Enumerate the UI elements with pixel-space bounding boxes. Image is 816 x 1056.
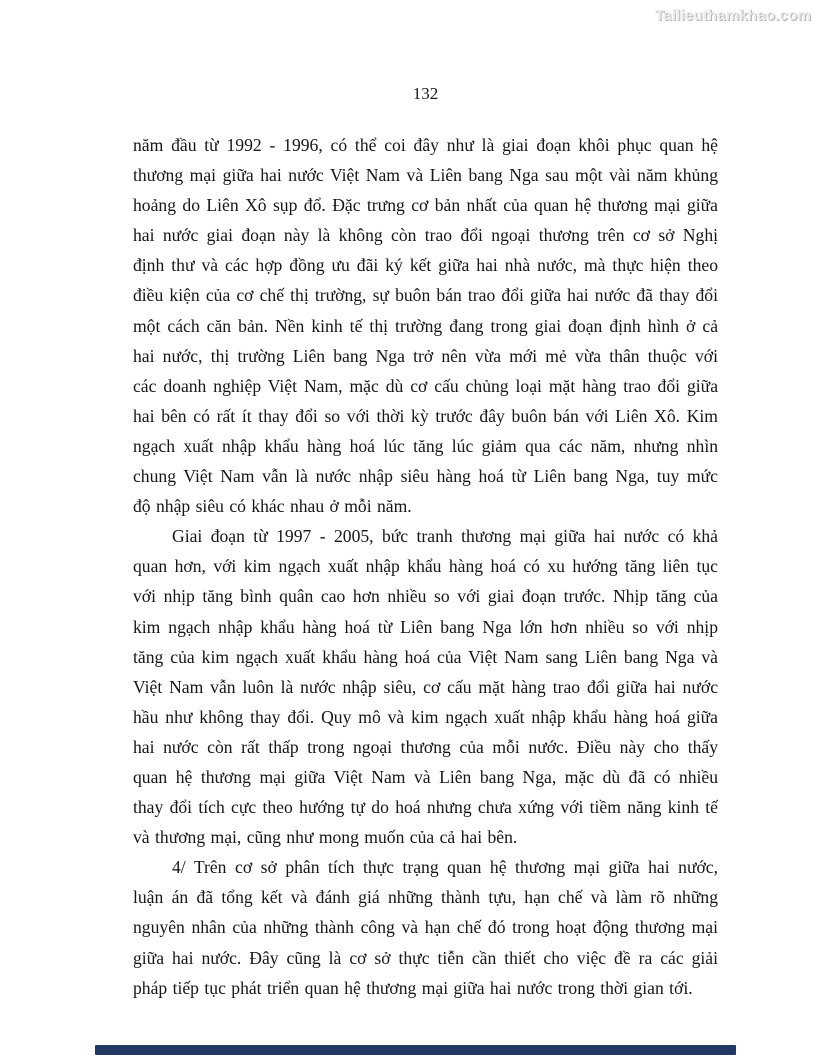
body-text: [133, 130, 718, 1003]
text-line: hai nước, thị trường Liên bang Nga trở nên vừa mới mẻ vừa thân thuộc với: [133, 345, 718, 366]
text-line: hai nước còn rất thấp trong ngoại thương của mỗi nước. Điều này cho thấy: [133, 736, 718, 757]
text-line: tăng của kim ngạch xuất khẩu hàng hoá của Việt Nam sang Liên bang Nga và: [133, 646, 718, 667]
text-line: hai nước giai đoạn này là không còn trao đổi ngoại thương trên cơ sở Nghị: [133, 225, 718, 246]
text-line: 4/ Trên cơ sở phân tích thực trạng quan hệ thương mại giữa hai nước,: [172, 857, 718, 878]
text-line: quan hệ thương mại giữa Việt Nam và Liên bang Nga, mặc dù đã có nhiều: [133, 766, 718, 787]
text-line: định thư và các hợp đồng ưu đãi ký kết giữa hai nhà nước, mà thực hiện theo: [133, 255, 718, 276]
text-line: Việt Nam vẫn luôn là nước nhập siêu, cơ cấu mặt hàng trao đổi giữa hai nước: [133, 676, 718, 697]
text-line: pháp tiếp tục phát triển quan hệ thương mại giữa hai nước trong thời gian tới.: [133, 977, 693, 998]
text-line: nguyên nhân của những thành công và hạn chế đó trong hoạt động thương mại: [133, 917, 718, 938]
text-line: với nhịp tăng bình quân cao hơn nhiều so với giai đoạn trước. Nhịp tăng của: [133, 586, 718, 607]
text-line: các doanh nghiệp Việt Nam, mặc dù cơ cấu chủng loại mặt hàng trao đổi giữa: [133, 375, 718, 396]
watermark: Tailieuthamkhao.com: [654, 7, 811, 24]
text-line: hầu như không thay đổi. Quy mô và kim ngạch xuất nhập khẩu hàng hoá giữa: [133, 706, 718, 727]
text-line: thương mại giữa hai nước Việt Nam và Liên bang Nga sau một vài năm khủng: [133, 165, 718, 186]
text-line: kim ngạch nhập khẩu hàng hoá từ Liên bang Nga lớn hơn nhiều so với nhịp: [133, 616, 718, 637]
text-line: quan hơn, với kim ngạch xuất nhập khẩu hàng hoá có xu hướng tăng liên tục: [133, 556, 718, 577]
text-line: độ nhập siêu có khác nhau ở mỗi năm.: [133, 496, 412, 517]
text-line: năm đầu từ 1992 - 1996, có thể coi đây như là giai đoạn khôi phục quan hệ: [133, 135, 718, 155]
page-number: 132: [412, 84, 439, 103]
text-line: điều kiện của cơ chế thị trường, sự buôn bán trao đổi giữa hai nước đã thay đổi: [133, 285, 718, 306]
text-line: thay đổi tích cực theo hướng tự do hoá nhưng chưa xứng với tiềm năng kinh tế: [133, 797, 718, 818]
text-line: giữa hai nước. Đây cũng là cơ sở thực tiễn cần thiết cho việc đề ra các giải: [133, 947, 718, 968]
text-line: hoảng do Liên Xô sụp đổ. Đặc trưng cơ bản nhất của quan hệ thương mại giữa: [133, 195, 718, 216]
text-line: ngạch xuất nhập khẩu hàng hoá lúc tăng lúc giảm qua các năm, nhưng nhìn: [133, 435, 718, 456]
text-line: Giai đoạn từ 1997 - 2005, bức tranh thương mại giữa hai nước có khả: [172, 526, 718, 547]
text-line: và thương mại, cũng như mong muốn của cả hai bên.: [133, 827, 518, 848]
text-line: một cách căn bản. Nền kinh tế thị trường đang trong giai đoạn định hình ở cả: [133, 315, 718, 336]
text-line: hai bên có rất ít thay đổi so với thời kỳ trước đây buôn bán với Liên Xô. Kim: [133, 405, 718, 426]
text-line: luận án đã tổng kết và đánh giá những thành tựu, hạn chế và làm rõ những: [133, 887, 718, 908]
footer-bar: [95, 1045, 736, 1055]
text-line: chung Việt Nam vẫn là nước nhập siêu hàng hoá từ Liên bang Nga, tuy mức: [133, 466, 718, 487]
